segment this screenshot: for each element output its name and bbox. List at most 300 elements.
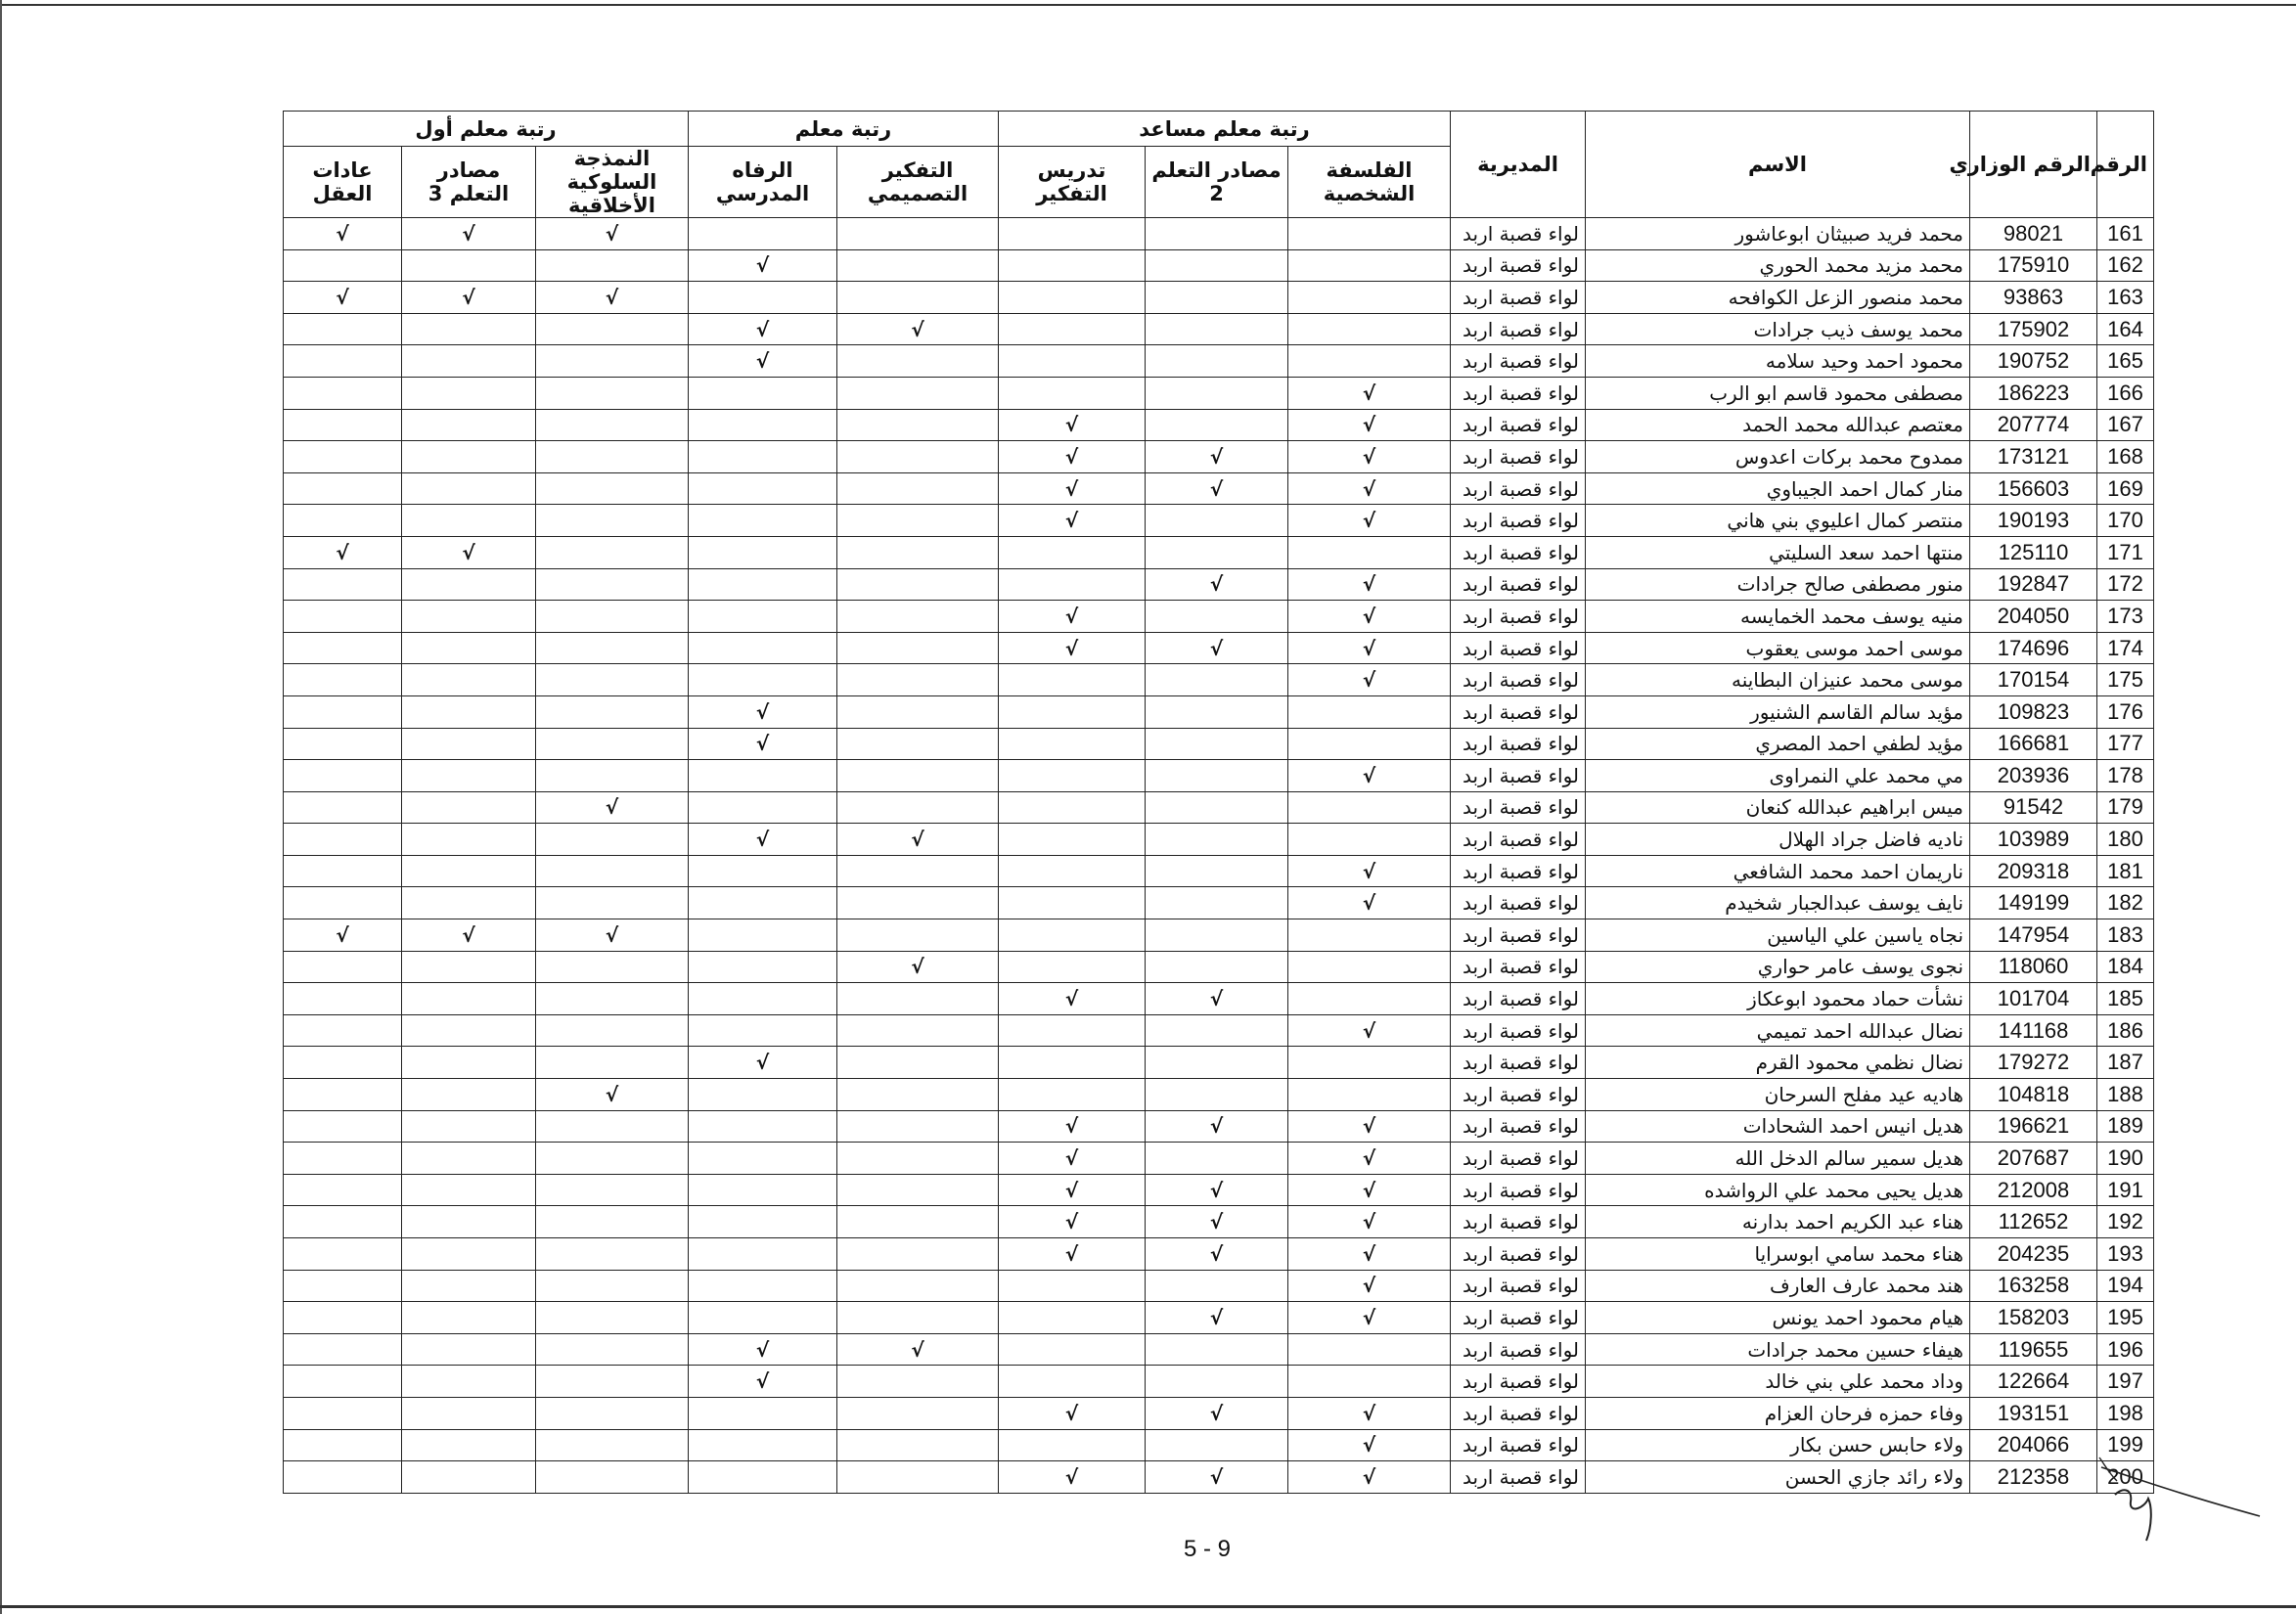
table-row [284, 695, 2154, 728]
course-8-mark-cell [284, 218, 402, 250]
course-1-mark-cell [1288, 1397, 1451, 1429]
course-4-mark-cell [837, 1429, 999, 1461]
course-8-mark-cell [284, 409, 402, 441]
check-mark-icon: √ [1064, 444, 1079, 469]
course-5-mark-cell [689, 855, 837, 887]
course-6-mark-cell [536, 218, 689, 250]
teacher-name-cell: نجوى يوسف عامر حواري [1586, 951, 1970, 983]
row-number-cell: 188 [2097, 1079, 2154, 1111]
course-4-mark-cell [837, 345, 999, 378]
course-2-mark-cell [1146, 760, 1288, 792]
header-course-2: مصادر التعلم 2 [1146, 147, 1288, 218]
table-row [284, 1014, 2154, 1047]
course-1-mark-cell [1288, 1206, 1451, 1238]
course-2-mark-cell [1146, 1238, 1288, 1271]
course-5-mark-cell [689, 1143, 837, 1175]
check-mark-icon: √ [336, 221, 349, 246]
teacher-name-cell: محمود احمد وحيد سلامه [1586, 345, 1970, 378]
course-7-mark-cell [402, 951, 536, 983]
course-2-mark-cell [1146, 855, 1288, 887]
course-3-mark-cell [999, 951, 1146, 983]
course-2-mark-cell [1146, 1366, 1288, 1398]
course-5-mark-cell [689, 1333, 837, 1366]
moe-number-cell: 98021 [1970, 218, 2097, 250]
course-6-mark-cell [536, 887, 689, 919]
directorate-cell: لواء قصبة اربد [1451, 1110, 1586, 1143]
course-4-mark-cell [837, 855, 999, 887]
course-3-mark-cell [999, 632, 1146, 664]
course-6-mark-cell [536, 855, 689, 887]
course-7-mark-cell [402, 887, 536, 919]
directorate-cell: لواء قصبة اربد [1451, 1014, 1586, 1047]
course-8-mark-cell [284, 1110, 402, 1143]
row-number-cell: 189 [2097, 1110, 2154, 1143]
course-4-mark-cell [837, 887, 999, 919]
teacher-name-cell: هاديه عيد مفلح السرحان [1586, 1079, 1970, 1111]
check-mark-icon: √ [1362, 444, 1376, 469]
course-1-mark-cell [1288, 1366, 1451, 1398]
course-6-mark-cell [536, 951, 689, 983]
table-row [284, 1302, 2154, 1334]
directorate-cell: لواء قصبة اربد [1451, 1238, 1586, 1271]
row-number-cell: 190 [2097, 1143, 2154, 1175]
course-6-mark-cell [536, 1397, 689, 1429]
course-7-mark-cell [402, 1014, 536, 1047]
directorate-cell: لواء قصبة اربد [1451, 951, 1586, 983]
row-number-cell: 168 [2097, 441, 2154, 473]
table-row [284, 377, 2154, 409]
course-3-mark-cell [999, 1461, 1146, 1494]
course-1-mark-cell [1288, 1302, 1451, 1334]
course-4-mark-cell [837, 1143, 999, 1175]
teacher-name-cell: منار كمال احمد الجيباوي [1586, 472, 1970, 505]
directorate-cell: لواء قصبة اربد [1451, 345, 1586, 378]
directorate-cell: لواء قصبة اربد [1451, 409, 1586, 441]
course-2-mark-cell [1146, 951, 1288, 983]
teacher-name-cell: وفاء حمزه فرحان العزام [1586, 1397, 1970, 1429]
check-mark-icon: √ [1209, 987, 1224, 1011]
course-2-mark-cell [1146, 282, 1288, 314]
course-1-mark-cell [1288, 1143, 1451, 1175]
course-1-mark-cell [1288, 505, 1451, 537]
table-row [284, 1143, 2154, 1175]
course-3-mark-cell [999, 1333, 1146, 1366]
course-7-mark-cell [402, 249, 536, 282]
course-2-mark-cell [1146, 1429, 1288, 1461]
check-mark-icon: √ [1064, 476, 1079, 501]
course-6-mark-cell [536, 568, 689, 601]
course-6-mark-cell [536, 1174, 689, 1206]
row-number-cell: 198 [2097, 1397, 2154, 1429]
moe-number-cell: 204066 [1970, 1429, 2097, 1461]
teacher-name-cell: مصطفى محمود قاسم ابو الرب [1586, 377, 1970, 409]
table-row [284, 441, 2154, 473]
course-7-mark-cell [402, 409, 536, 441]
check-mark-icon: √ [1362, 1305, 1376, 1329]
header-course-8: عادات العقل [284, 147, 402, 218]
check-mark-icon: √ [1209, 1178, 1224, 1202]
course-3-mark-cell [999, 1366, 1146, 1398]
course-3-mark-cell [999, 855, 1146, 887]
course-7-mark-cell [402, 218, 536, 250]
course-1-mark-cell [1288, 1014, 1451, 1047]
course-4-mark-cell [837, 218, 999, 250]
check-mark-icon: √ [755, 699, 770, 724]
course-4-mark-cell [837, 760, 999, 792]
course-8-mark-cell [284, 1047, 402, 1079]
course-7-mark-cell [402, 1461, 536, 1494]
course-3-mark-cell [999, 472, 1146, 505]
course-1-mark-cell [1288, 1079, 1451, 1111]
header-num: الرقم [2097, 112, 2154, 218]
course-5-mark-cell [689, 1174, 837, 1206]
moe-number-cell: 212008 [1970, 1174, 2097, 1206]
course-7-mark-cell [402, 1206, 536, 1238]
check-mark-icon: √ [1362, 1146, 1376, 1171]
table-row [284, 536, 2154, 568]
moe-number-cell: 193151 [1970, 1397, 2097, 1429]
row-number-cell: 163 [2097, 282, 2154, 314]
check-mark-icon: √ [1362, 763, 1376, 787]
table-row [284, 409, 2154, 441]
course-5-mark-cell [689, 1238, 837, 1271]
table-row [284, 983, 2154, 1015]
row-number-cell: 178 [2097, 760, 2154, 792]
course-1-mark-cell [1288, 1174, 1451, 1206]
course-2-mark-cell [1146, 824, 1288, 856]
teacher-name-cell: هيفاء حسين محمد جرادات [1586, 1333, 1970, 1366]
check-mark-icon: √ [755, 828, 770, 852]
teacher-name-cell: ناديه فاضل جراد الهلال [1586, 824, 1970, 856]
table-row [284, 472, 2154, 505]
course-7-mark-cell [402, 536, 536, 568]
course-5-mark-cell [689, 1397, 837, 1429]
course-1-mark-cell [1288, 601, 1451, 633]
course-6-mark-cell [536, 1366, 689, 1398]
course-1-mark-cell [1288, 760, 1451, 792]
moe-number-cell: 118060 [1970, 951, 2097, 983]
check-mark-icon: √ [1064, 1178, 1079, 1202]
course-7-mark-cell [402, 1302, 536, 1334]
course-4-mark-cell [837, 1270, 999, 1302]
row-number-cell: 184 [2097, 951, 2154, 983]
check-mark-icon: √ [1064, 413, 1079, 437]
table-row [284, 1206, 2154, 1238]
directorate-cell: لواء قصبة اربد [1451, 632, 1586, 664]
check-mark-icon: √ [1064, 1114, 1079, 1139]
check-mark-icon: √ [1209, 476, 1224, 501]
course-4-mark-cell [837, 282, 999, 314]
course-8-mark-cell [284, 824, 402, 856]
check-mark-icon: √ [1064, 1146, 1079, 1171]
course-2-mark-cell [1146, 887, 1288, 919]
course-4-mark-cell [837, 1110, 999, 1143]
moe-number-cell: 156603 [1970, 472, 2097, 505]
row-number-cell: 192 [2097, 1206, 2154, 1238]
course-2-mark-cell [1146, 409, 1288, 441]
course-5-mark-cell [689, 919, 837, 952]
course-8-mark-cell [284, 1366, 402, 1398]
course-5-mark-cell [689, 983, 837, 1015]
course-1-mark-cell [1288, 632, 1451, 664]
table-row [284, 568, 2154, 601]
row-number-cell: 176 [2097, 695, 2154, 728]
course-2-mark-cell [1146, 983, 1288, 1015]
teacher-name-cell: مؤيد سالم القاسم الشنيور [1586, 695, 1970, 728]
check-mark-icon: √ [1362, 509, 1376, 533]
teacher-name-cell: هديل انيس احمد الشحادات [1586, 1110, 1970, 1143]
directorate-cell: لواء قصبة اربد [1451, 1302, 1586, 1334]
teacher-name-cell: منتها احمد سعد السليتي [1586, 536, 1970, 568]
table-row [284, 282, 2154, 314]
directorate-cell: لواء قصبة اربد [1451, 1461, 1586, 1494]
directorate-cell: لواء قصبة اربد [1451, 313, 1586, 345]
table-row [284, 1270, 2154, 1302]
course-2-mark-cell [1146, 505, 1288, 537]
course-6-mark-cell [536, 1302, 689, 1334]
header-group-row [284, 112, 2154, 147]
row-number-cell: 171 [2097, 536, 2154, 568]
course-4-mark-cell [837, 664, 999, 696]
check-mark-icon: √ [462, 221, 475, 246]
course-3-mark-cell [999, 1047, 1146, 1079]
check-mark-icon: √ [1064, 987, 1079, 1011]
course-7-mark-cell [402, 313, 536, 345]
course-3-mark-cell [999, 1110, 1146, 1143]
check-mark-icon: √ [1362, 1114, 1376, 1139]
row-number-cell: 173 [2097, 601, 2154, 633]
header-course-3: تدريس التفكير [999, 147, 1146, 218]
course-3-mark-cell [999, 1397, 1146, 1429]
course-1-mark-cell [1288, 472, 1451, 505]
course-3-mark-cell [999, 345, 1146, 378]
course-8-mark-cell [284, 345, 402, 378]
course-5-mark-cell [689, 1461, 837, 1494]
course-8-mark-cell [284, 1302, 402, 1334]
course-3-mark-cell [999, 1174, 1146, 1206]
course-4-mark-cell [837, 983, 999, 1015]
moe-number-cell: 203936 [1970, 760, 2097, 792]
course-8-mark-cell [284, 791, 402, 824]
course-7-mark-cell [402, 1143, 536, 1175]
course-1-mark-cell [1288, 441, 1451, 473]
course-5-mark-cell [689, 218, 837, 250]
check-mark-icon: √ [1209, 1114, 1224, 1139]
course-1-mark-cell [1288, 887, 1451, 919]
course-1-mark-cell [1288, 1047, 1451, 1079]
header-group-teacher: رتبة معلم [689, 112, 999, 147]
course-5-mark-cell [689, 664, 837, 696]
directorate-cell: لواء قصبة اربد [1451, 249, 1586, 282]
teacher-name-cell: وداد محمد علي بني خالد [1586, 1366, 1970, 1398]
course-7-mark-cell [402, 632, 536, 664]
moe-number-cell: 119655 [1970, 1333, 2097, 1366]
course-5-mark-cell [689, 505, 837, 537]
teacher-name-cell: منور مصطفى صالح جرادات [1586, 568, 1970, 601]
course-8-mark-cell [284, 282, 402, 314]
course-8-mark-cell [284, 313, 402, 345]
teacher-name-cell: ميس ابراهيم عبدالله كنعان [1586, 791, 1970, 824]
course-1-mark-cell [1288, 1238, 1451, 1271]
directorate-cell: لواء قصبة اربد [1451, 1079, 1586, 1111]
course-5-mark-cell [689, 536, 837, 568]
table-body [284, 218, 2154, 1494]
row-number-cell: 162 [2097, 249, 2154, 282]
teacher-name-cell: نجاه ياسين علي الياسين [1586, 919, 1970, 952]
course-7-mark-cell [402, 760, 536, 792]
moe-number-cell: 192847 [1970, 568, 2097, 601]
course-8-mark-cell [284, 1206, 402, 1238]
course-1-mark-cell [1288, 664, 1451, 696]
course-1-mark-cell [1288, 791, 1451, 824]
course-2-mark-cell [1146, 1079, 1288, 1111]
course-5-mark-cell [689, 472, 837, 505]
top-border-line [0, 4, 2296, 6]
teacher-name-cell: ولاء رائد جازي الحسن [1586, 1461, 1970, 1494]
row-number-cell: 187 [2097, 1047, 2154, 1079]
course-2-mark-cell [1146, 1206, 1288, 1238]
check-mark-icon: √ [755, 1337, 770, 1362]
course-8-mark-cell [284, 568, 402, 601]
table-row [284, 218, 2154, 250]
course-2-mark-cell [1146, 632, 1288, 664]
course-7-mark-cell [402, 695, 536, 728]
course-6-mark-cell [536, 1110, 689, 1143]
check-mark-icon: √ [462, 540, 475, 564]
course-3-mark-cell [999, 760, 1146, 792]
course-8-mark-cell [284, 1174, 402, 1206]
course-4-mark-cell [837, 1206, 999, 1238]
teacher-name-cell: هديل سمير سالم الدخل الله [1586, 1143, 1970, 1175]
directorate-cell: لواء قصبة اربد [1451, 1366, 1586, 1398]
row-number-cell: 193 [2097, 1238, 2154, 1271]
row-number-cell: 167 [2097, 409, 2154, 441]
directorate-cell: لواء قصبة اربد [1451, 1047, 1586, 1079]
check-mark-icon: √ [1362, 1210, 1376, 1234]
check-mark-icon: √ [755, 317, 770, 341]
check-mark-icon: √ [1362, 476, 1376, 501]
course-1-mark-cell [1288, 409, 1451, 441]
row-number-cell: 165 [2097, 345, 2154, 378]
course-3-mark-cell [999, 1270, 1146, 1302]
directorate-cell: لواء قصبة اربد [1451, 824, 1586, 856]
check-mark-icon: √ [1209, 636, 1224, 660]
course-3-mark-cell [999, 919, 1146, 952]
course-5-mark-cell [689, 824, 837, 856]
course-3-mark-cell [999, 664, 1146, 696]
check-mark-icon: √ [1362, 859, 1376, 883]
header-course-7: مصادر التعلم 3 [402, 147, 536, 218]
course-3-mark-cell [999, 441, 1146, 473]
course-4-mark-cell [837, 1174, 999, 1206]
course-7-mark-cell [402, 377, 536, 409]
course-6-mark-cell [536, 728, 689, 760]
directorate-cell: لواء قصبة اربد [1451, 887, 1586, 919]
directorate-cell: لواء قصبة اربد [1451, 695, 1586, 728]
course-2-mark-cell [1146, 536, 1288, 568]
course-1-mark-cell [1288, 218, 1451, 250]
check-mark-icon: √ [1064, 1464, 1079, 1489]
row-number-cell: 185 [2097, 983, 2154, 1015]
course-7-mark-cell [402, 919, 536, 952]
course-5-mark-cell [689, 345, 837, 378]
course-3-mark-cell [999, 313, 1146, 345]
course-3-mark-cell [999, 887, 1146, 919]
course-5-mark-cell [689, 1047, 837, 1079]
course-4-mark-cell [837, 951, 999, 983]
course-5-mark-cell [689, 249, 837, 282]
header-name: الاسم [1586, 112, 1970, 218]
moe-number-cell: 101704 [1970, 983, 2097, 1015]
check-mark-icon: √ [605, 221, 619, 246]
header-group-assistant-teacher: رتبة معلم مساعد [999, 112, 1451, 147]
course-5-mark-cell [689, 441, 837, 473]
row-number-cell: 166 [2097, 377, 2154, 409]
course-6-mark-cell [536, 601, 689, 633]
course-4-mark-cell [837, 919, 999, 952]
course-6-mark-cell [536, 1461, 689, 1494]
table-row [284, 855, 2154, 887]
course-6-mark-cell [536, 695, 689, 728]
course-7-mark-cell [402, 568, 536, 601]
teacher-name-cell: معتصم عبدالله محمد الحمد [1586, 409, 1970, 441]
course-6-mark-cell [536, 536, 689, 568]
directorate-cell: لواء قصبة اربد [1451, 1143, 1586, 1175]
course-6-mark-cell [536, 983, 689, 1015]
course-7-mark-cell [402, 601, 536, 633]
check-mark-icon: √ [1362, 891, 1376, 916]
moe-number-cell: 190752 [1970, 345, 2097, 378]
course-4-mark-cell [837, 1302, 999, 1334]
course-7-mark-cell [402, 1270, 536, 1302]
course-5-mark-cell [689, 951, 837, 983]
check-mark-icon: √ [1209, 572, 1224, 597]
course-8-mark-cell [284, 855, 402, 887]
course-3-mark-cell [999, 1302, 1146, 1334]
course-6-mark-cell [536, 760, 689, 792]
directorate-cell: لواء قصبة اربد [1451, 791, 1586, 824]
moe-number-cell: 207774 [1970, 409, 2097, 441]
course-4-mark-cell [837, 568, 999, 601]
course-1-mark-cell [1288, 728, 1451, 760]
course-8-mark-cell [284, 1079, 402, 1111]
course-2-mark-cell [1146, 345, 1288, 378]
course-3-mark-cell [999, 249, 1146, 282]
header-moe-number: الرقم الوزاري [1970, 112, 2097, 218]
teacher-name-cell: هيام محمود احمد يونس [1586, 1302, 1970, 1334]
row-number-cell: 181 [2097, 855, 2154, 887]
teacher-name-cell: نشأت حماد محمود ابوعكاز [1586, 983, 1970, 1015]
course-4-mark-cell [837, 791, 999, 824]
course-2-mark-cell [1146, 1047, 1288, 1079]
course-5-mark-cell [689, 887, 837, 919]
row-number-cell: 161 [2097, 218, 2154, 250]
course-6-mark-cell [536, 377, 689, 409]
course-7-mark-cell [402, 1110, 536, 1143]
directorate-cell: لواء قصبة اربد [1451, 377, 1586, 409]
header-group-senior-teacher: رتبة معلم أول [284, 112, 689, 147]
course-8-mark-cell [284, 601, 402, 633]
training-roster-table [283, 111, 2154, 1494]
course-3-mark-cell [999, 1238, 1146, 1271]
course-7-mark-cell [402, 472, 536, 505]
moe-number-cell: 204235 [1970, 1238, 2097, 1271]
check-mark-icon: √ [1064, 509, 1079, 533]
check-mark-icon: √ [1362, 1274, 1376, 1298]
teacher-name-cell: موسى احمد موسى يعقوب [1586, 632, 1970, 664]
course-6-mark-cell [536, 282, 689, 314]
course-5-mark-cell [689, 568, 837, 601]
